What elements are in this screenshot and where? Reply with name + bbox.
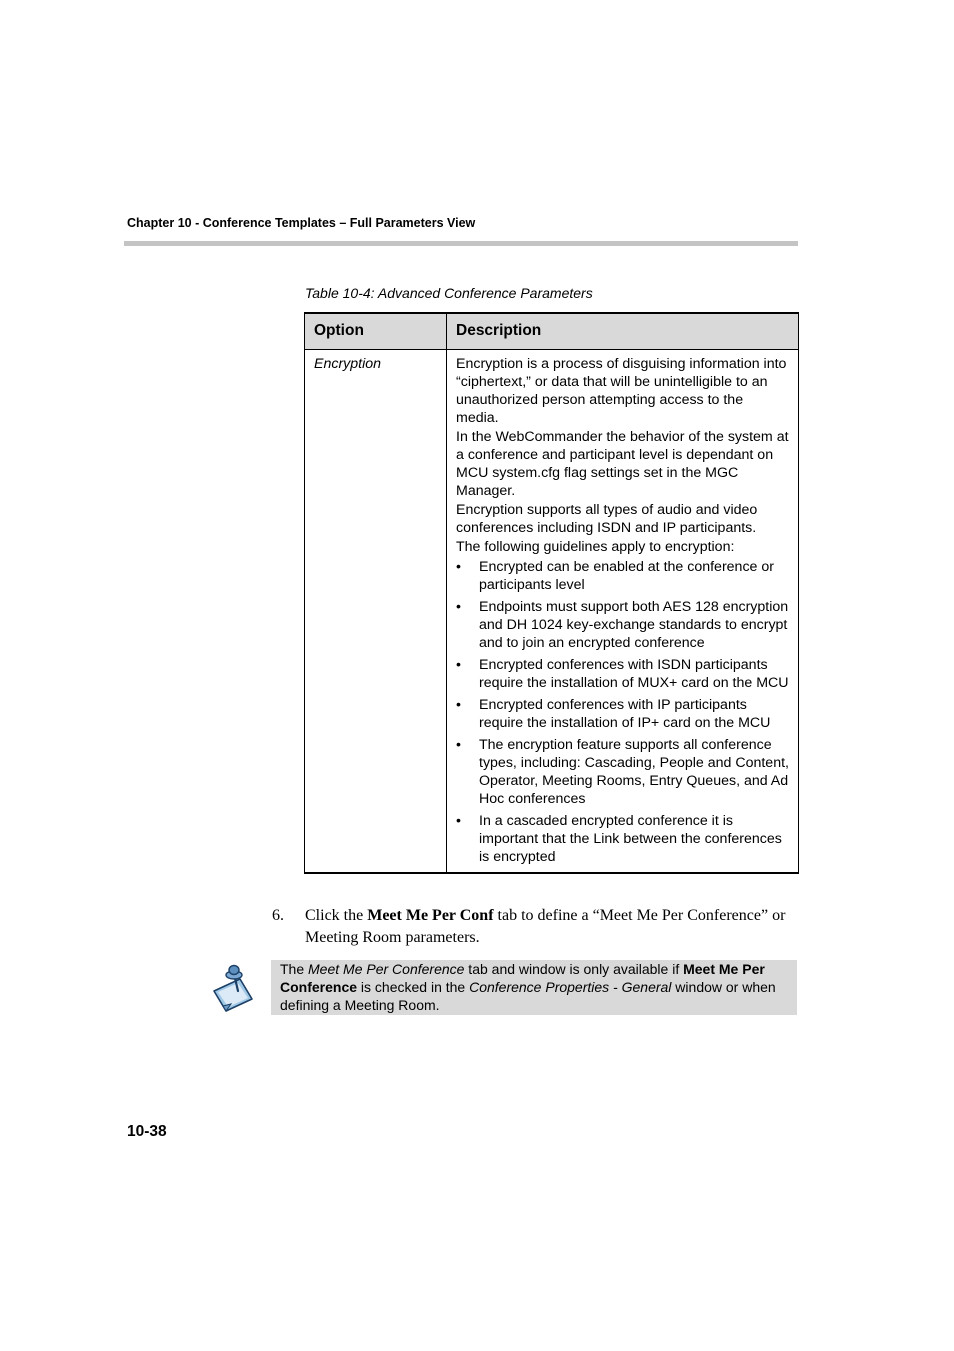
description-paragraph: In the WebCommander the behavior of the system at a conference and participant level is dependant on MCU system.cfg flag settings set in the MGC Manager.	[456, 429, 789, 499]
bullet: •	[456, 737, 461, 753]
step-number: 6.	[272, 907, 284, 924]
table-row	[305, 350, 799, 874]
bullet: •	[456, 657, 461, 673]
column-header-option: Option	[305, 313, 447, 350]
bullet: •	[456, 697, 461, 713]
bullet: •	[456, 559, 461, 575]
bullet: •	[456, 599, 461, 615]
table-caption: Table 10-4: Advanced Conference Parameters	[305, 285, 593, 301]
list-item: • Encrypted conferences with IP participants require the installation of IP+ card on the MCU	[456, 697, 771, 731]
list-item: • The encryption feature supports all conference types, including: Cascading, People and Content, Operator, Meeting Rooms, Entry Queues, and Ad Hoc conferences	[456, 737, 789, 807]
description-paragraph: Encryption supports all types of audio and video conferences including ISDN and IP participants.	[456, 502, 758, 536]
tab-name-bold: Meet Me Per Conf	[367, 907, 494, 924]
option-cell: Encryption	[305, 350, 447, 874]
list-item: • Endpoints must support both AES 128 encryption and DH 1024 key-exchange standards to encrypt and to join an encrypted conference	[456, 599, 789, 651]
column-header-description: Description	[447, 313, 799, 350]
description-paragraph: Encryption is a process of disguising information into “ciphertext,” or data that will be unintelligible to an unauthorized person attempting access to the media.	[456, 356, 787, 426]
advanced-parameters-table	[304, 312, 799, 874]
guidelines-list	[456, 558, 789, 866]
list-item: • Encrypted conferences with ISDN participants require the installation of MUX+ card on the MCU	[456, 657, 789, 691]
step-instruction	[272, 905, 802, 949]
note-pin-icon	[210, 963, 258, 1013]
header-divider	[124, 241, 798, 246]
step-text: Click the Meet Me Per Conf tab to define a “Meet Me Per Conference” or Meeting Room parameters.	[305, 907, 786, 946]
bullet: •	[456, 813, 461, 829]
chapter-header: Chapter 10 - Conference Templates – Full Parameters View	[127, 216, 476, 230]
description-paragraph: The following guidelines apply to encryption:	[456, 539, 735, 555]
page-number: 10-38	[127, 1123, 167, 1140]
note-box: The Meet Me Per Conference tab and window is only available if Meet Me Per Conference is checked in the Conference Properties - General window or when defining a Meeting Room.	[271, 960, 797, 1015]
list-item: • In a cascaded encrypted conference it is important that the Link between the conferences is encrypted	[456, 813, 782, 865]
table-header-row	[305, 313, 799, 350]
list-item: • Encrypted can be enabled at the conference or participants level	[456, 559, 774, 593]
description-cell	[447, 350, 799, 874]
